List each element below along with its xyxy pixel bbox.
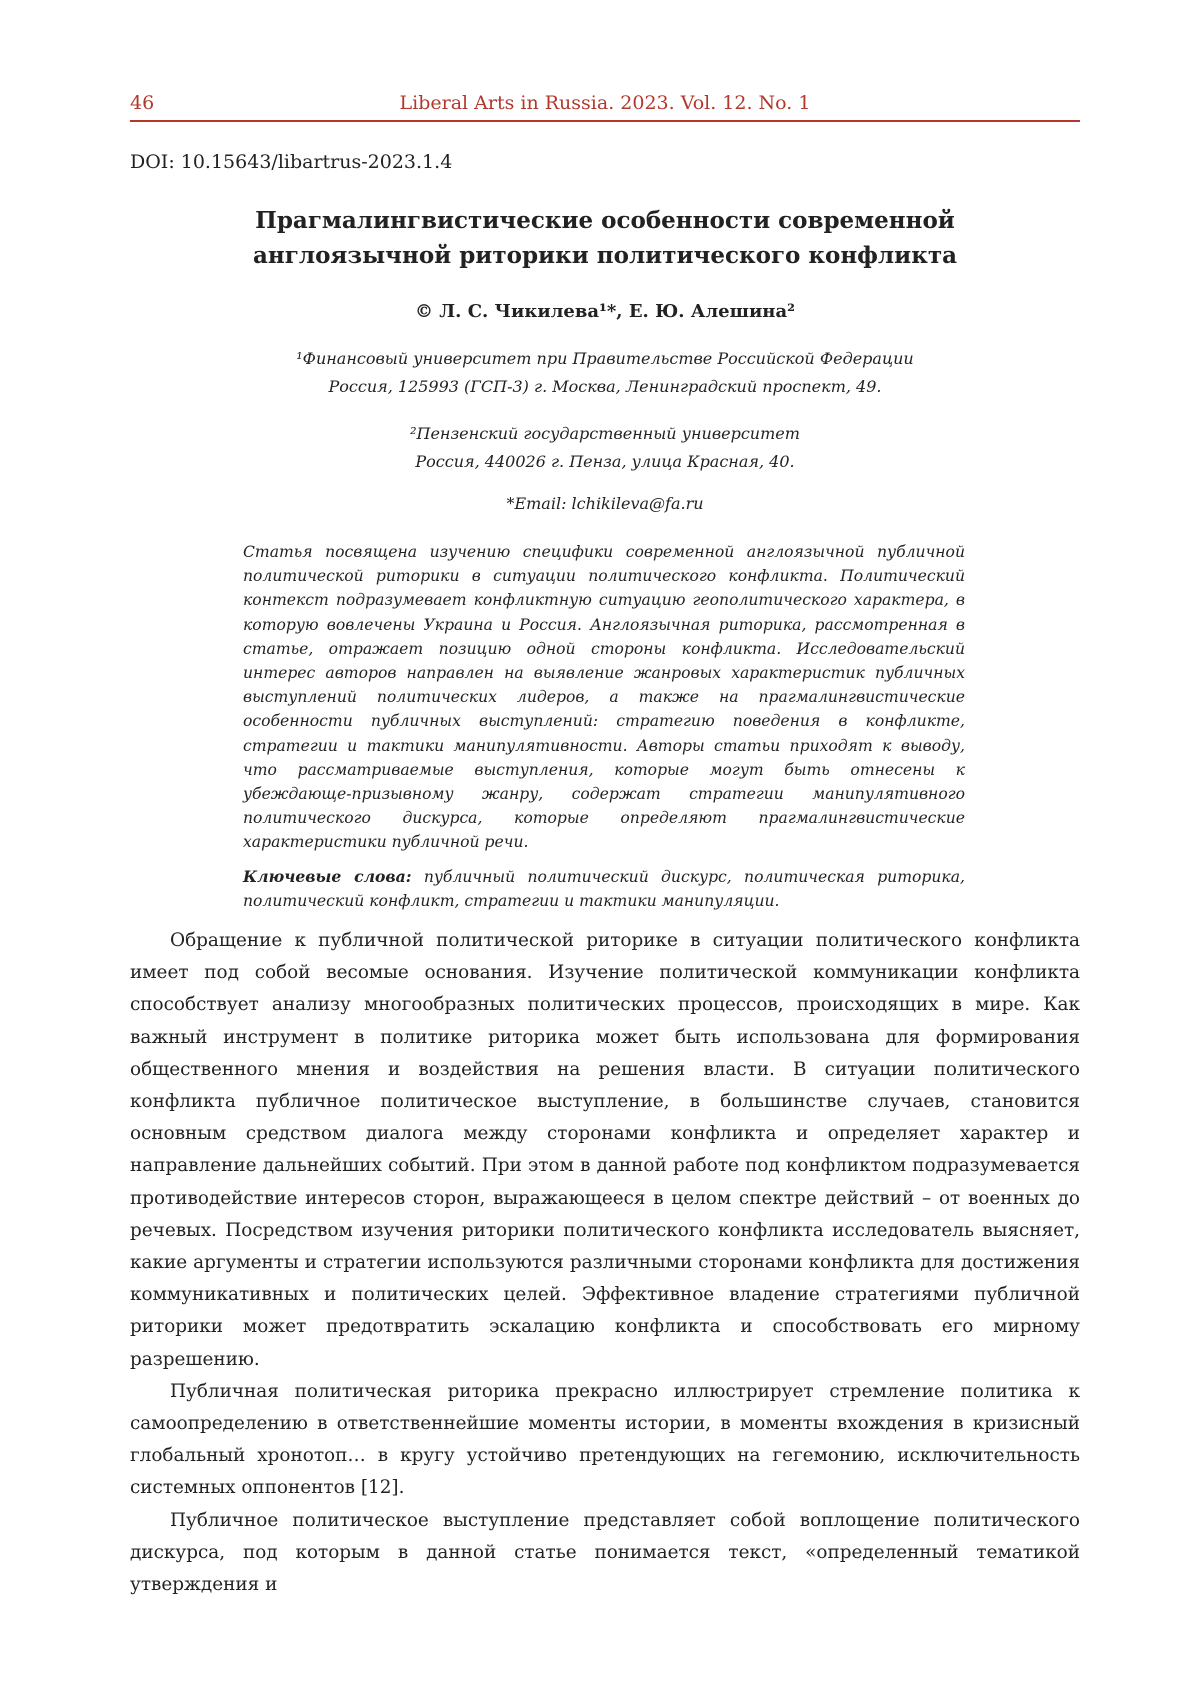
keywords-text: публичный политический дискурс, политическая риторика, политический конфликт, стратегии и тактики манипуляции. [243, 868, 965, 910]
page-number: 46 [130, 92, 155, 114]
affiliation-2-address: Россия, 440026 г. Пенза, улица Красная, 40. [415, 452, 795, 471]
affiliation-1 [130, 345, 1080, 401]
abstract: Статья посвящена изучению специфики современной англоязычной публичной политической риторики в ситуации политического конфликта. Политический контекст подразумевает конфликтную ситуацию геополитического характера, в которую вовлечены Украина и Россия. Англоязычная риторика, рассмотренная в статье, отражает позицию одной стороны конфликта. Исследовательский интерес авторов направлен на выявление жанровых характеристик публичных выступлений политических лидеров, а также на прагмалингвистические особенности публичных выступлений: стратегию поведения в конфликте, стратегии и тактики манипулятивности. Авторы статьи приходят к выводу, что рассматриваемые выступления, которые могут быть отнесены к убеждающе-призывному жанру, содержат стратегии манипулятивного политического дискурса, которые определяют прагмалингвистические характеристики публичной речи. [243, 543, 965, 852]
body-text [130, 925, 1080, 1601]
keywords [243, 865, 965, 913]
keywords-label: Ключевые слова: [243, 867, 412, 886]
body-paragraph-3: Публичное политическое выступление представляет собой воплощение политического дискурса, под которым в данной статье понимается текст, «определенный тематикой утверждения и [130, 1509, 1080, 1596]
body-paragraph-1: Обращение к публичной политической риторике в ситуации политического конфликта имеет под собой весомые основания. Изучение политической коммуникации конфликта способствует анализу многообразных политических процессов, происходящих в мире. Как важный инструмент в политике риторика может быть использована для формирования общественного мнения и воздействия на решения власти. В ситуации политического конфликта публичное политическое выступление, в большинстве случаев, становится основным средством диалога между сторонами конфликта и определяет характер и направление дальнейших событий. При этом в данной работе под конфликтом подразумевается противодействие интересов сторон, выражающееся в целом спектре действий – от военных до речевых. Посредством изучения риторики политического конфликта исследователь выясняет, какие аргументы и стратегии используются различными сторонами конфликта для достижения коммуникативных и политических целей. Эффективное владение стратегиями публичной риторики может предотвратить эскалацию конфликта и способствовать его мирному разрешению. [130, 930, 1080, 1370]
affiliation-2 [130, 420, 1080, 476]
authors: © Л. С. Чикилева¹*, Е. Ю. Алешина² [414, 301, 796, 322]
affiliation-1-name: ¹Финансовый университет при Правительстве Российской Федерации [296, 349, 914, 368]
article-title-line-2: англоязычной риторики политического конфликта [253, 242, 957, 269]
article-title-line-1: Прагмалингвистические особенности современной [255, 207, 955, 234]
affiliation-1-address: Россия, 125993 (ГСП-3) г. Москва, Ленинградский проспект, 49. [328, 377, 882, 396]
journal-citation: Liberal Arts in Russia. 2023. Vol. 12. No. 1 [399, 92, 811, 114]
body-paragraph-2: Публичная политическая риторика прекрасно иллюстрирует стремление политика к самоопределению в ответственнейшие моменты истории, в моменты вхождения в кризисный глобальный хронотоп… в кругу устойчиво претендующих на гегемонию, исключительность системных оппонентов [12]. [130, 1380, 1080, 1499]
doi: DOI: 10.15643/libartrus-2023.1.4 [130, 151, 453, 173]
article-title [130, 203, 1080, 273]
running-header [130, 92, 1080, 122]
affiliation-2-name: ²Пензенский государственный университет [410, 424, 800, 443]
corresponding-email: *Email: lchikileva@fa.ru [506, 494, 704, 513]
